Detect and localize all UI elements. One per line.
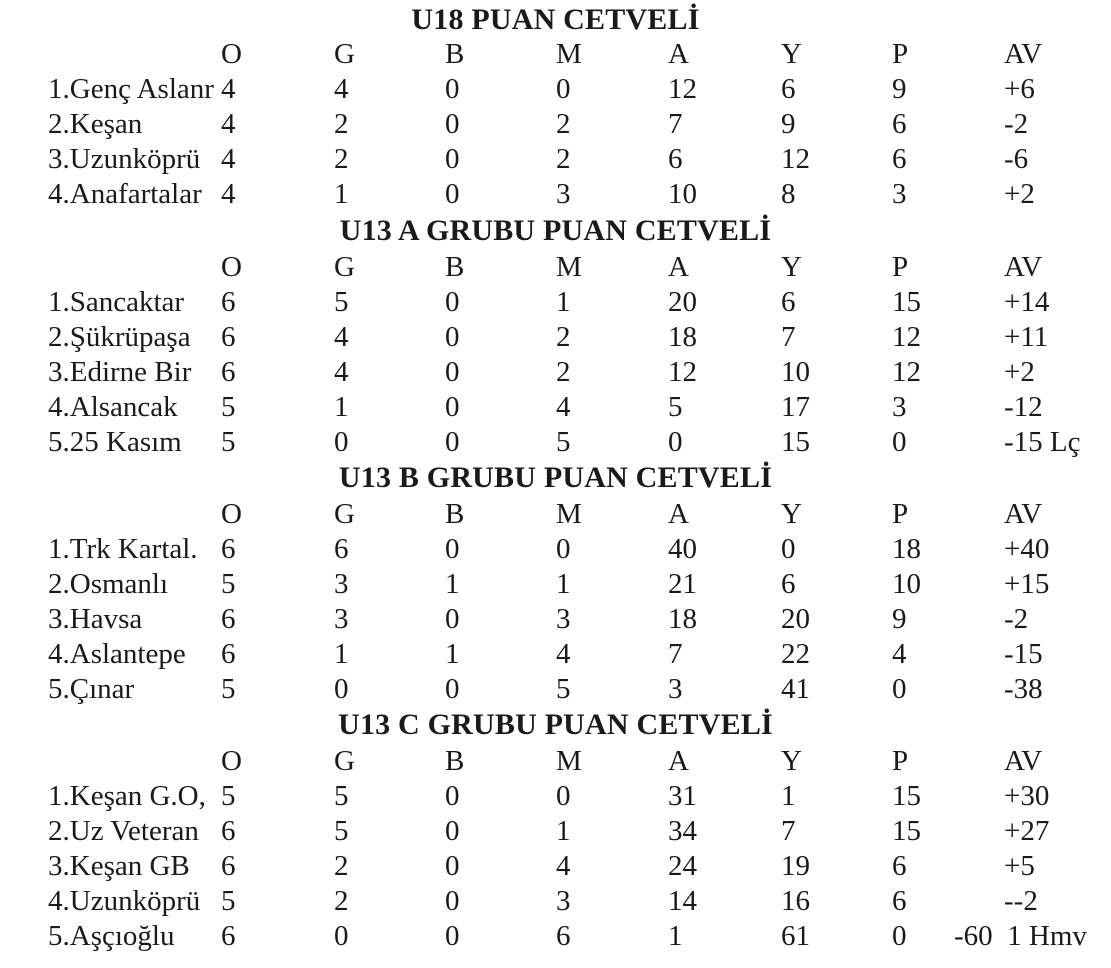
- cell-g: 1: [334, 391, 349, 423]
- cell-g: 1: [334, 638, 349, 670]
- cell-m: 6: [556, 920, 571, 952]
- cell-g: 1: [334, 178, 349, 210]
- cell-g: 2: [334, 850, 349, 882]
- cell-o: 6: [221, 603, 236, 635]
- cell-a: 3: [668, 673, 683, 705]
- cell-y: 20: [781, 603, 810, 635]
- header-b: B: [445, 745, 465, 777]
- header-b: B: [445, 251, 465, 283]
- cell-a: 5: [668, 391, 683, 423]
- cell-y: 16: [781, 885, 810, 917]
- cell-b: 0: [445, 321, 460, 353]
- cell-g: 2: [334, 108, 349, 140]
- team-name: 2.Şükrüpaşa: [48, 321, 191, 353]
- team-name: 1.Trk Kartal.: [48, 533, 198, 565]
- cell-a: 12: [668, 356, 697, 388]
- table-row: [0, 142, 1111, 176]
- cell-y: 15: [781, 426, 810, 458]
- table-row: [0, 320, 1111, 354]
- table-row: [0, 919, 1111, 953]
- cell-p: 6: [892, 108, 907, 140]
- cell-p: 12: [892, 356, 921, 388]
- team-name: 4.Alsancak: [48, 391, 178, 423]
- cell-p: 15: [892, 286, 921, 318]
- cell-a: 34: [668, 815, 697, 847]
- cell-o: 5: [221, 780, 236, 812]
- cell-o: 6: [221, 321, 236, 353]
- header-y: Y: [781, 251, 802, 283]
- cell-g: 4: [334, 73, 349, 105]
- team-name: 2.Keşan: [48, 108, 143, 140]
- cell-p: 6: [892, 143, 907, 175]
- cell-a: 21: [668, 568, 697, 600]
- cell-av: -6: [1004, 143, 1029, 175]
- team-name: 5.Aşçıoğlu: [48, 920, 175, 952]
- header-p: P: [892, 38, 909, 70]
- cell-g: 5: [334, 286, 349, 318]
- cell-av: -60 1 Hmv: [954, 920, 1087, 952]
- header-a: A: [668, 498, 689, 530]
- team-name: 3.Edirne Bir: [48, 356, 192, 388]
- cell-m: 2: [556, 143, 571, 175]
- cell-y: 17: [781, 391, 810, 423]
- cell-p: 9: [892, 73, 907, 105]
- table-row: [0, 355, 1111, 389]
- cell-av: -2: [1004, 108, 1029, 140]
- cell-b: 0: [445, 885, 460, 917]
- table-title-u13-a: U13 A GRUBU PUAN CETVELİ: [339, 214, 772, 247]
- cell-b: 0: [445, 673, 460, 705]
- table-header-row: [0, 744, 1111, 778]
- header-a: A: [668, 745, 689, 777]
- cell-y: 10: [781, 356, 810, 388]
- cell-o: 5: [221, 391, 236, 423]
- cell-p: 18: [892, 533, 921, 565]
- header-y: Y: [781, 745, 802, 777]
- cell-o: 4: [221, 73, 236, 105]
- cell-av: +2: [1004, 356, 1035, 388]
- table-row: [0, 779, 1111, 813]
- cell-a: 0: [668, 426, 683, 458]
- cell-av: +5: [1004, 850, 1035, 882]
- header-p: P: [892, 251, 909, 283]
- cell-b: 0: [445, 533, 460, 565]
- cell-g: 2: [334, 885, 349, 917]
- cell-p: 3: [892, 391, 907, 423]
- cell-m: 4: [556, 850, 571, 882]
- cell-m: 5: [556, 673, 571, 705]
- cell-g: 3: [334, 568, 349, 600]
- header-o: O: [221, 745, 242, 777]
- cell-o: 6: [221, 638, 236, 670]
- table-row: [0, 567, 1111, 601]
- cell-g: 4: [334, 356, 349, 388]
- cell-p: 4: [892, 638, 907, 670]
- cell-y: 7: [781, 815, 796, 847]
- cell-p: 6: [892, 885, 907, 917]
- cell-b: 0: [445, 356, 460, 388]
- cell-b: 0: [445, 920, 460, 952]
- cell-p: 0: [892, 426, 907, 458]
- team-name: 4.Anafartalar: [48, 178, 202, 210]
- table-row: [0, 532, 1111, 566]
- cell-y: 1: [781, 780, 796, 812]
- cell-b: 0: [445, 391, 460, 423]
- cell-av: +11: [1004, 321, 1049, 353]
- cell-y: 0: [781, 533, 796, 565]
- team-name: 1.Sancaktar: [48, 286, 185, 318]
- cell-b: 0: [445, 73, 460, 105]
- cell-o: 5: [221, 885, 236, 917]
- table-row: [0, 177, 1111, 211]
- cell-a: 12: [668, 73, 697, 105]
- cell-y: 19: [781, 850, 810, 882]
- cell-g: 4: [334, 321, 349, 353]
- cell-m: 0: [556, 73, 571, 105]
- cell-m: 2: [556, 321, 571, 353]
- cell-o: 4: [221, 108, 236, 140]
- cell-o: 6: [221, 815, 236, 847]
- table-header-row: [0, 497, 1111, 531]
- cell-b: 0: [445, 143, 460, 175]
- cell-av: -38: [1004, 673, 1043, 705]
- cell-g: 3: [334, 603, 349, 635]
- cell-o: 6: [221, 286, 236, 318]
- cell-p: 10: [892, 568, 921, 600]
- cell-m: 2: [556, 356, 571, 388]
- table-title-u13-b: U13 B GRUBU PUAN CETVELİ: [338, 461, 773, 494]
- cell-a: 14: [668, 885, 697, 917]
- table-row: [0, 425, 1111, 459]
- cell-y: 41: [781, 673, 810, 705]
- cell-y: 9: [781, 108, 796, 140]
- cell-m: 5: [556, 426, 571, 458]
- cell-m: 1: [556, 286, 571, 318]
- team-name: 4.Uzunköprü: [48, 885, 201, 917]
- header-av: AV: [1004, 498, 1043, 530]
- team-name: 3.Havsa: [48, 603, 143, 635]
- cell-a: 24: [668, 850, 697, 882]
- header-a: A: [668, 251, 689, 283]
- cell-g: 0: [334, 426, 349, 458]
- cell-av: -12: [1004, 391, 1043, 423]
- cell-o: 4: [221, 178, 236, 210]
- table-row: [0, 72, 1111, 106]
- header-av: AV: [1004, 251, 1043, 283]
- cell-b: 0: [445, 780, 460, 812]
- cell-a: 7: [668, 108, 683, 140]
- table-title-u13-c: U13 C GRUBU PUAN CETVELİ: [338, 708, 773, 741]
- cell-y: 22: [781, 638, 810, 670]
- cell-o: 5: [221, 673, 236, 705]
- cell-av: +6: [1004, 73, 1035, 105]
- cell-av: +2: [1004, 178, 1035, 210]
- cell-y: 6: [781, 568, 796, 600]
- header-m: M: [556, 745, 582, 777]
- header-g: G: [334, 498, 355, 530]
- header-o: O: [221, 498, 242, 530]
- cell-a: 1: [668, 920, 683, 952]
- cell-b: 0: [445, 603, 460, 635]
- header-m: M: [556, 251, 582, 283]
- cell-y: 8: [781, 178, 796, 210]
- header-o: O: [221, 251, 242, 283]
- cell-b: 1: [445, 638, 460, 670]
- cell-b: 0: [445, 286, 460, 318]
- cell-av: -15: [1004, 638, 1043, 670]
- cell-o: 6: [221, 920, 236, 952]
- cell-p: 15: [892, 815, 921, 847]
- cell-g: 0: [334, 920, 349, 952]
- header-o: O: [221, 38, 242, 70]
- table-row: [0, 390, 1111, 424]
- table-row: [0, 637, 1111, 671]
- header-av: AV: [1004, 745, 1043, 777]
- cell-a: 31: [668, 780, 697, 812]
- cell-av: +15: [1004, 568, 1050, 600]
- table-row: [0, 814, 1111, 848]
- cell-p: 0: [892, 920, 907, 952]
- header-m: M: [556, 38, 582, 70]
- cell-m: 0: [556, 780, 571, 812]
- cell-m: 0: [556, 533, 571, 565]
- table-header-row: [0, 250, 1111, 284]
- cell-a: 18: [668, 603, 697, 635]
- header-a: A: [668, 38, 689, 70]
- cell-m: 4: [556, 391, 571, 423]
- cell-p: 3: [892, 178, 907, 210]
- cell-p: 6: [892, 850, 907, 882]
- header-g: G: [334, 745, 355, 777]
- cell-a: 6: [668, 143, 683, 175]
- team-name: 4.Aslantepe: [48, 638, 186, 670]
- cell-b: 0: [445, 850, 460, 882]
- cell-y: 7: [781, 321, 796, 353]
- header-g: G: [334, 251, 355, 283]
- team-name: 5.25 Kasım: [48, 426, 182, 458]
- team-name: 1.Keşan G.O,: [48, 780, 206, 812]
- cell-b: 0: [445, 815, 460, 847]
- cell-m: 3: [556, 885, 571, 917]
- cell-m: 1: [556, 815, 571, 847]
- cell-o: 6: [221, 356, 236, 388]
- team-name: 1.Genç Aslanr: [48, 73, 214, 105]
- cell-p: 12: [892, 321, 921, 353]
- header-g: G: [334, 38, 355, 70]
- header-b: B: [445, 38, 465, 70]
- cell-b: 0: [445, 426, 460, 458]
- header-p: P: [892, 745, 909, 777]
- cell-a: 10: [668, 178, 697, 210]
- cell-m: 3: [556, 178, 571, 210]
- table-row: [0, 285, 1111, 319]
- cell-a: 18: [668, 321, 697, 353]
- table-row: [0, 884, 1111, 918]
- cell-av: -2: [1004, 603, 1029, 635]
- cell-o: 5: [221, 568, 236, 600]
- team-name: 2.Uz Veteran: [48, 815, 199, 847]
- cell-y: 12: [781, 143, 810, 175]
- table-row: [0, 602, 1111, 636]
- cell-g: 2: [334, 143, 349, 175]
- cell-o: 6: [221, 533, 236, 565]
- team-name: 3.Uzunköprü: [48, 143, 201, 175]
- cell-m: 1: [556, 568, 571, 600]
- table-row: [0, 672, 1111, 706]
- team-name: 2.Osmanlı: [48, 568, 169, 600]
- cell-m: 2: [556, 108, 571, 140]
- cell-a: 40: [668, 533, 697, 565]
- cell-m: 3: [556, 603, 571, 635]
- header-m: M: [556, 498, 582, 530]
- cell-y: 6: [781, 73, 796, 105]
- cell-a: 20: [668, 286, 697, 318]
- cell-av: +27: [1004, 815, 1050, 847]
- cell-o: 6: [221, 850, 236, 882]
- cell-av: +40: [1004, 533, 1050, 565]
- table-header-row: [0, 37, 1111, 71]
- cell-p: 15: [892, 780, 921, 812]
- cell-av: +14: [1004, 286, 1050, 318]
- cell-av: --2: [1004, 885, 1038, 917]
- cell-p: 0: [892, 673, 907, 705]
- cell-o: 5: [221, 426, 236, 458]
- header-b: B: [445, 498, 465, 530]
- header-av: AV: [1004, 38, 1043, 70]
- header-p: P: [892, 498, 909, 530]
- cell-g: 5: [334, 780, 349, 812]
- team-name: 5.Çınar: [48, 673, 135, 705]
- header-y: Y: [781, 498, 802, 530]
- header-y: Y: [781, 38, 802, 70]
- cell-b: 0: [445, 108, 460, 140]
- cell-b: 0: [445, 178, 460, 210]
- table-row: [0, 107, 1111, 141]
- table-title-u18: U18 PUAN CETVELİ: [411, 3, 700, 36]
- cell-y: 6: [781, 286, 796, 318]
- table-row: [0, 849, 1111, 883]
- team-name: 3.Keşan GB: [48, 850, 190, 882]
- cell-av: -15 Lç: [1004, 426, 1081, 458]
- cell-g: 0: [334, 673, 349, 705]
- cell-g: 5: [334, 815, 349, 847]
- cell-p: 9: [892, 603, 907, 635]
- cell-m: 4: [556, 638, 571, 670]
- cell-b: 1: [445, 568, 460, 600]
- cell-y: 61: [781, 920, 810, 952]
- cell-o: 4: [221, 143, 236, 175]
- cell-g: 6: [334, 533, 349, 565]
- cell-av: +30: [1004, 780, 1050, 812]
- cell-a: 7: [668, 638, 683, 670]
